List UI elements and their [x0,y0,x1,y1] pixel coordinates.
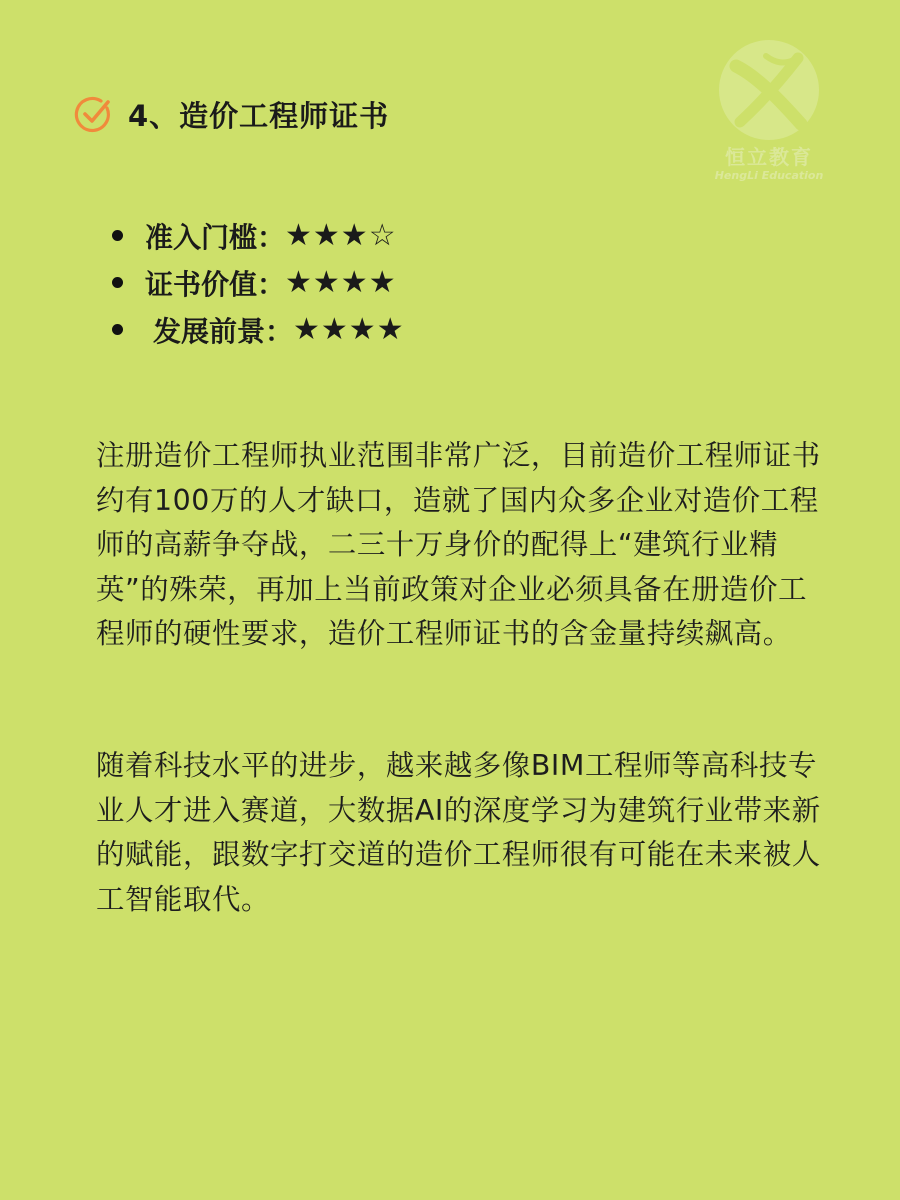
check-circle-icon [74,94,114,134]
ratings-list [112,212,405,353]
star-rating: ★★★☆ [285,218,397,253]
logo-name-en: HengLi Education [714,169,824,182]
star-rating: ★★★★ [285,265,397,300]
rating-item-certificate-value [112,259,405,306]
bullet-icon [112,324,123,335]
body-paragraph: 随着科技水平的进步，越来越多像BIM工程师等高科技专业人才进入赛道，大数据AI的深度学习为建筑行业带来新的赋能，跟数字打交道的造价工程师很有可能在未来被人工智能取代。 [96,749,821,916]
rating-label: 证书价值： [145,267,286,301]
section-header [74,92,389,136]
logo-name-cn: 恒立教育 [725,145,813,169]
brand-logo [706,36,832,186]
star-rating: ★★★★ [293,312,405,347]
rating-label: 准入门槛： [145,220,286,254]
body-paragraph: 注册造价工程师执业范围非常广泛，目前造价工程师证书约有100万的人才缺口，造就了国内众多企业对造价工程师的高薪争夺战，二三十万身价的配得上“建筑行业精英”的殊荣，再加上当前政策对企业必须具备在册造价工程师的硬性要求，造价工程师证书的含金量持续飙高。 [96,439,821,650]
bullet-icon [112,230,123,241]
section-title: 4、造价工程师证书 [128,98,390,133]
rating-item-prospects [112,306,405,353]
rating-item-entry-threshold [112,212,405,259]
bullet-icon [112,277,123,288]
rating-label: 发展前景： [153,314,294,348]
hengli-logo-icon [706,36,832,146]
